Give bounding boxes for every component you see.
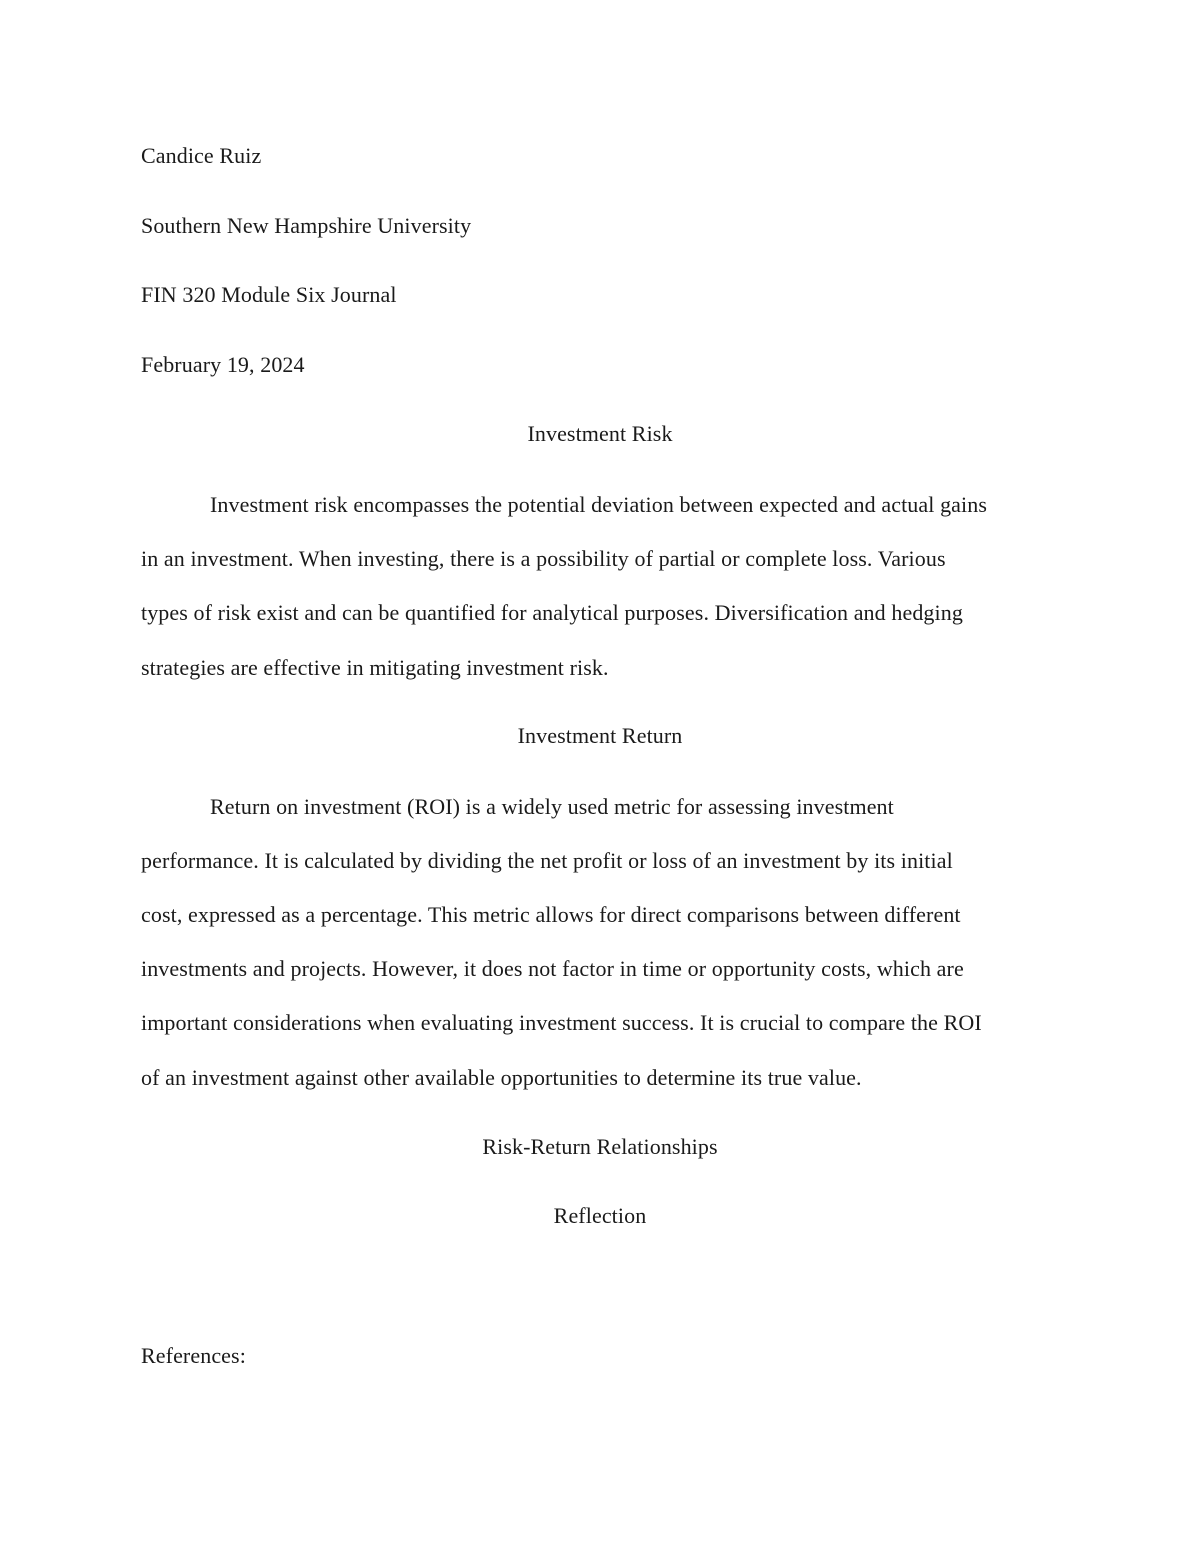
institution-name: Southern New Hampshire University [141,213,472,238]
document-date: February 19, 2024 [141,352,305,377]
paragraph-line: Investment risk encompasses the potential deviation between expected and actual gains [210,492,988,517]
heading-reflection: Reflection [553,1203,647,1228]
references-label: References: [141,1343,246,1368]
paragraph-line: types of risk exist and can be quantified for analytical purposes. Diversification and hedging [141,600,963,625]
author-name: Candice Ruiz [141,143,262,168]
paragraph-line: performance. It is calculated by dividing the net profit or loss of an investment by its initial [141,848,953,873]
paragraph-line: Return on investment (ROI) is a widely used metric for assessing investment [210,794,894,819]
heading-investment-risk: Investment Risk [527,421,673,446]
heading-investment-return: Investment Return [517,723,683,748]
paragraph-line: cost, expressed as a percentage. This metric allows for direct comparisons between different [141,902,961,927]
paragraph-line: important considerations when evaluating investment success. It is crucial to compare the ROI [141,1010,982,1035]
course-title: FIN 320 Module Six Journal [141,282,397,307]
paragraph-line: strategies are effective in mitigating investment risk. [141,655,609,680]
paragraph-line: in an investment. When investing, there is a possibility of partial or complete loss. Various [141,546,946,571]
paragraph-line: of an investment against other available opportunities to determine its true value. [141,1065,862,1090]
heading-risk-return-relationships: Risk-Return Relationships [482,1134,718,1159]
paragraph-line: investments and projects. However, it does not factor in time or opportunity costs, which are [141,956,964,981]
